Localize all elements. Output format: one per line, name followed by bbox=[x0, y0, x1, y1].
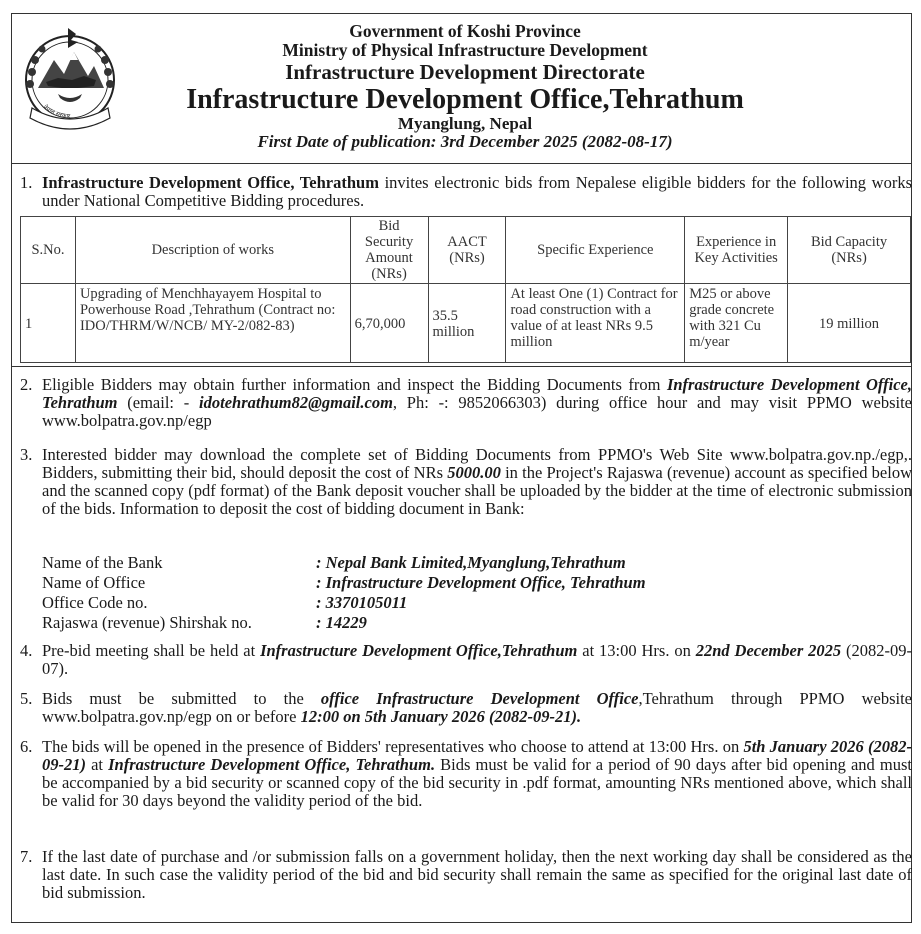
clause-number: 2. bbox=[20, 375, 33, 394]
clause-text: at 13:00 Hrs. on bbox=[577, 641, 696, 660]
works-table bbox=[20, 216, 911, 363]
clause-text: ,Tehrathum through PPMO website www.bolpatra.gov.np/egp on or before bbox=[42, 689, 912, 726]
office-name: Infrastructure Development Office,Tehrathum bbox=[260, 641, 578, 660]
submission-deadline: 12:00 on 5th January 2026 (2082-09-21). bbox=[300, 707, 582, 726]
bank-label: Name of Office bbox=[42, 573, 146, 592]
clause-7 bbox=[20, 848, 912, 902]
opening-date: 5th January 2026 (2082-09-21) bbox=[42, 737, 912, 774]
col-description: Description of works bbox=[75, 217, 350, 284]
clause-number: 3. bbox=[20, 445, 33, 464]
clause-text: (2082-09-07). bbox=[42, 641, 912, 678]
cell-key-activities: M25 or above grade concrete with 321 Cu m/year bbox=[685, 284, 788, 363]
clause-text: (email: - bbox=[117, 393, 200, 412]
ministry-title: Ministry of Physical Infrastructure Development bbox=[282, 40, 648, 60]
nepal-emblem-icon bbox=[18, 22, 122, 137]
header-divider bbox=[12, 163, 911, 164]
clause-text: Interested bidder may download the complete set of Bidding Documents from PPMO's Web Site www.bolpatra.gov.np./egp,. Bidders, submitting their bid, should deposit the cost of NRs bbox=[42, 445, 912, 482]
clause-text: at bbox=[86, 755, 109, 774]
clause-3 bbox=[20, 446, 912, 518]
table-row bbox=[21, 284, 911, 363]
bank-value: : Infrastructure Development Office, Tehrathum bbox=[316, 573, 646, 592]
bank-value: : Nepal Bank Limited,Myanglung,Tehrathum bbox=[316, 553, 626, 572]
table-header-row bbox=[21, 217, 911, 284]
clause-number: 4. bbox=[20, 641, 33, 660]
clause-number: 5. bbox=[20, 689, 33, 708]
clause-text: Eligible Bidders may obtain further information and inspect the Bidding Documents from bbox=[42, 375, 667, 394]
clause-text: Bids must be valid for a period of 90 days after bid opening and must be accompanied by a bid security or scanned copy of the bid security in .pdf format, amounting NRs mentioned above, which shall be valid for 30 days beyond the validity period of the bid. bbox=[42, 755, 912, 810]
col-bid-capacity: Bid Capacity (NRs) bbox=[788, 217, 911, 284]
office-name: Infrastructure Development Office, Tehrathum bbox=[42, 173, 379, 192]
clause-number: 7. bbox=[20, 847, 33, 866]
publication-date: First Date of publication: 3rd December 2025 (2082-08-17) bbox=[257, 132, 673, 151]
col-bid-security: Bid Security Amount (NRs) bbox=[350, 217, 428, 284]
bank-value: : 3370105011 bbox=[316, 593, 408, 612]
header bbox=[120, 22, 810, 151]
cell-bid-security: 6,70,000 bbox=[350, 284, 428, 363]
office-name: office Infrastructure Development Office bbox=[320, 689, 639, 708]
location: Myanglung, Nepal bbox=[397, 114, 533, 133]
col-specific-experience: Specific Experience bbox=[506, 217, 685, 284]
cell-specific-experience: At least One (1) Contract for road construction with a value of at least NRs 9.5 million bbox=[506, 284, 685, 363]
clause-1 bbox=[20, 174, 912, 210]
cell-bid-capacity: 19 million bbox=[788, 284, 911, 363]
table-divider bbox=[12, 366, 911, 367]
col-aact: AACT (NRs) bbox=[428, 217, 506, 284]
cell-sno: 1 bbox=[21, 284, 76, 363]
clause-4 bbox=[20, 642, 912, 678]
col-key-activities: Experience in Key Activities bbox=[685, 217, 788, 284]
bank-label: Rajaswa (revenue) Shirshak no. bbox=[42, 613, 252, 632]
clause-2 bbox=[20, 376, 912, 430]
clause-text: The bids will be opened in the presence of Bidders' representatives who choose to attend at 13:00 Hrs. on bbox=[42, 737, 744, 756]
office-name: Infrastructure Development Office, Tehrathum. bbox=[108, 755, 436, 774]
prebid-date: 22nd December 2025 bbox=[695, 641, 842, 660]
bank-value: : 14229 bbox=[316, 613, 367, 632]
clause-number: 1. bbox=[20, 173, 33, 192]
clause-6 bbox=[20, 738, 912, 810]
col-sno: S.No. bbox=[21, 217, 76, 284]
clause-text: Pre-bid meeting shall be held at bbox=[42, 641, 261, 660]
clause-number: 6. bbox=[20, 737, 33, 756]
cell-description: Upgrading of Menchhayayem Hospital to Powerhouse Road ,Tehrathum (Contract no: IDO/THRM/W/NCB/ MY-2/082-83) bbox=[75, 284, 350, 363]
clause-text: , Ph: -: 9852066303) during office hour and may visit PPMO website www.bolpatra.gov.np/egp bbox=[42, 393, 912, 430]
office-email: idotehrathum82@gmail.com bbox=[199, 393, 393, 412]
cell-aact: 35.5 million bbox=[428, 284, 506, 363]
clause-text: in the Project's Rajaswa (revenue) account as specified below and the scanned copy (pdf format) of the Bank deposit voucher shall be uploaded by the bidder at the time of electronic submission of the bids. Information to deposit the cost of bidding document in Bank: bbox=[42, 463, 913, 518]
directorate-title: Infrastructure Development Directorate bbox=[285, 60, 645, 84]
clause-text: If the last date of purchase and /or submission falls on a government holiday, then the next working day shall be considered as the last date. In such case the validity period of the bid and bid security shall remain the same as specified for the original last date of bid submission. bbox=[42, 847, 912, 902]
government-title: Government of Koshi Province bbox=[349, 21, 581, 41]
emblem-motto: नेपाल सरकार bbox=[41, 103, 71, 121]
clause-text: invites electronic bids from Nepalese eligible bidders for the following works under National Competitive Bidding procedures. bbox=[42, 173, 912, 210]
office-name: Infrastructure Development Office, Tehrathum bbox=[42, 375, 912, 412]
clause-5 bbox=[20, 690, 912, 726]
bank-label: Office Code no. bbox=[42, 593, 148, 612]
bank-label: Name of the Bank bbox=[42, 553, 163, 572]
clause-text: Bids must be submitted to the bbox=[42, 689, 321, 708]
document-cost: 5000.00 bbox=[447, 463, 501, 482]
office-title: Infrastructure Development Office,Tehrathum bbox=[186, 84, 744, 115]
